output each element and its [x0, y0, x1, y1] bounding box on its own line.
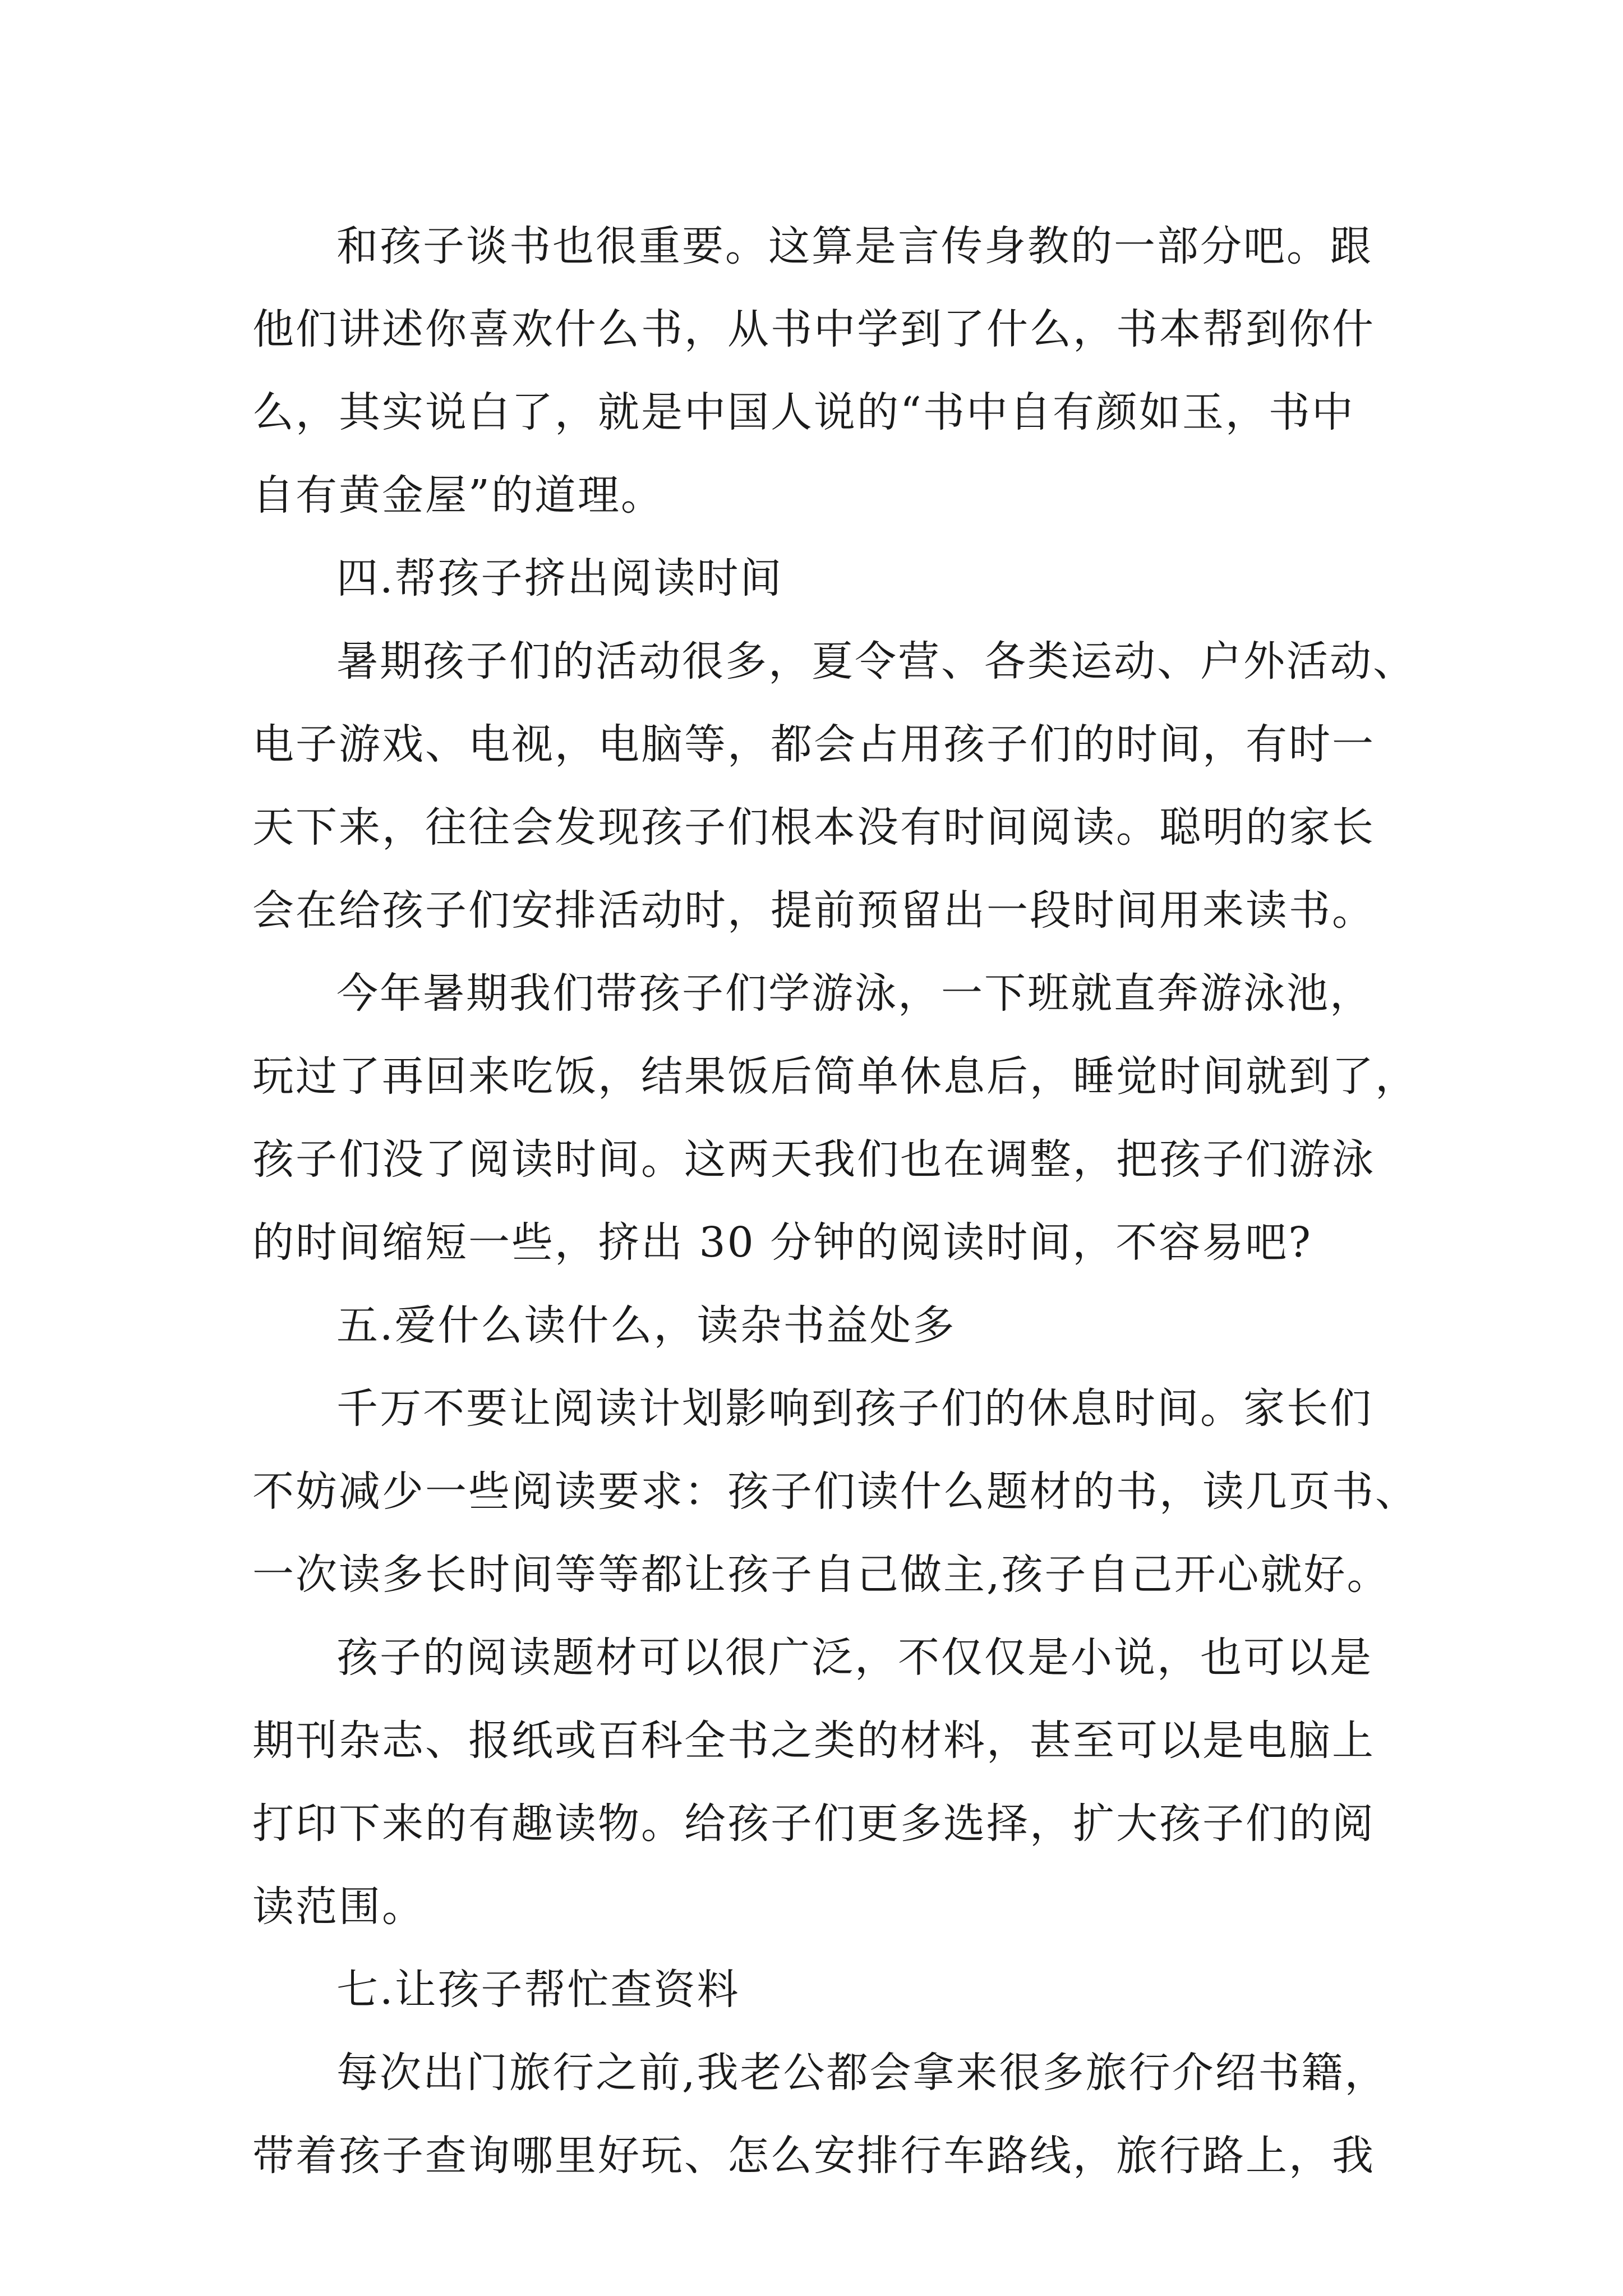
text-line: 千万不要让阅读计划影响到孩子们的休息时间。家长们 [336, 1384, 1373, 1433]
text-line: 孩子们没了阅读时间。这两天我们也在调整，把孩子们游泳 [252, 1135, 1375, 1184]
text-line: 读范围。 [252, 1883, 425, 1931]
text-line: 今年暑期我们带孩子们学游泳，一下班就直奔游泳池， [336, 969, 1373, 1018]
text-line: 带着孩子查询哪里好玩、怎么安排行车路线，旅行路上，我 [252, 2132, 1375, 2180]
text-line: 打印下来的有趣读物。给孩子们更多选择，扩大孩子们的阅 [252, 1800, 1375, 1848]
text-line: 每次出门旅行之前,我老公都会拿来很多旅行介绍书籍， [336, 2049, 1388, 2097]
text-line: 的时间缩短一些，挤出 30 分钟的阅读时间，不容易吧? [252, 1218, 1312, 1267]
text-line: 期刊杂志、报纸或百科全书之类的材料，甚至可以是电脑上 [252, 1717, 1375, 1765]
text-line: 七.让孩子帮忙查资料 [336, 1966, 740, 2014]
text-line: 会在给孩子们安排活动时，提前预留出一段时间用来读书。 [252, 886, 1375, 935]
text-line: 电子游戏、电视，电脑等，都会占用孩子们的时间，有时一 [252, 720, 1375, 769]
text-line: 玩过了再回来吃饭，结果饭后简单休息后，睡觉时间就到了， [252, 1052, 1418, 1101]
text-line: 么，其实说白了，就是中国人说的“书中自有颜如玉，书中 [252, 388, 1355, 436]
text-line: 不妨减少一些阅读要求：孩子们读什么题材的书，读几页书、 [252, 1467, 1418, 1516]
text-line: 自有黄金屋”的道理。 [252, 471, 664, 519]
text-line: 一次读多长时间等等都让孩子自己做主,孩子自己开心就好。 [252, 1550, 1390, 1599]
document-body [252, 205, 1418, 2197]
text-line: 他们讲述你喜欢什么书，从书中学到了什么，书本帮到你什 [252, 305, 1375, 353]
text-line: 暑期孩子们的活动很多，夏令营、各类运动、户外活动、 [336, 637, 1416, 685]
text-line: 四.帮孩子挤出阅读时间 [336, 554, 783, 602]
text-line: 孩子的阅读题材可以很广泛，不仅仅是小说，也可以是 [336, 1634, 1373, 1682]
text-line: 和孩子谈书也很重要。这算是言传身教的一部分吧。跟 [336, 222, 1373, 270]
text-line: 五.爱什么读什么，读杂书益处多 [336, 1301, 956, 1350]
text-line: 天下来，往往会发现孩子们根本没有时间阅读。聪明的家长 [252, 803, 1375, 852]
